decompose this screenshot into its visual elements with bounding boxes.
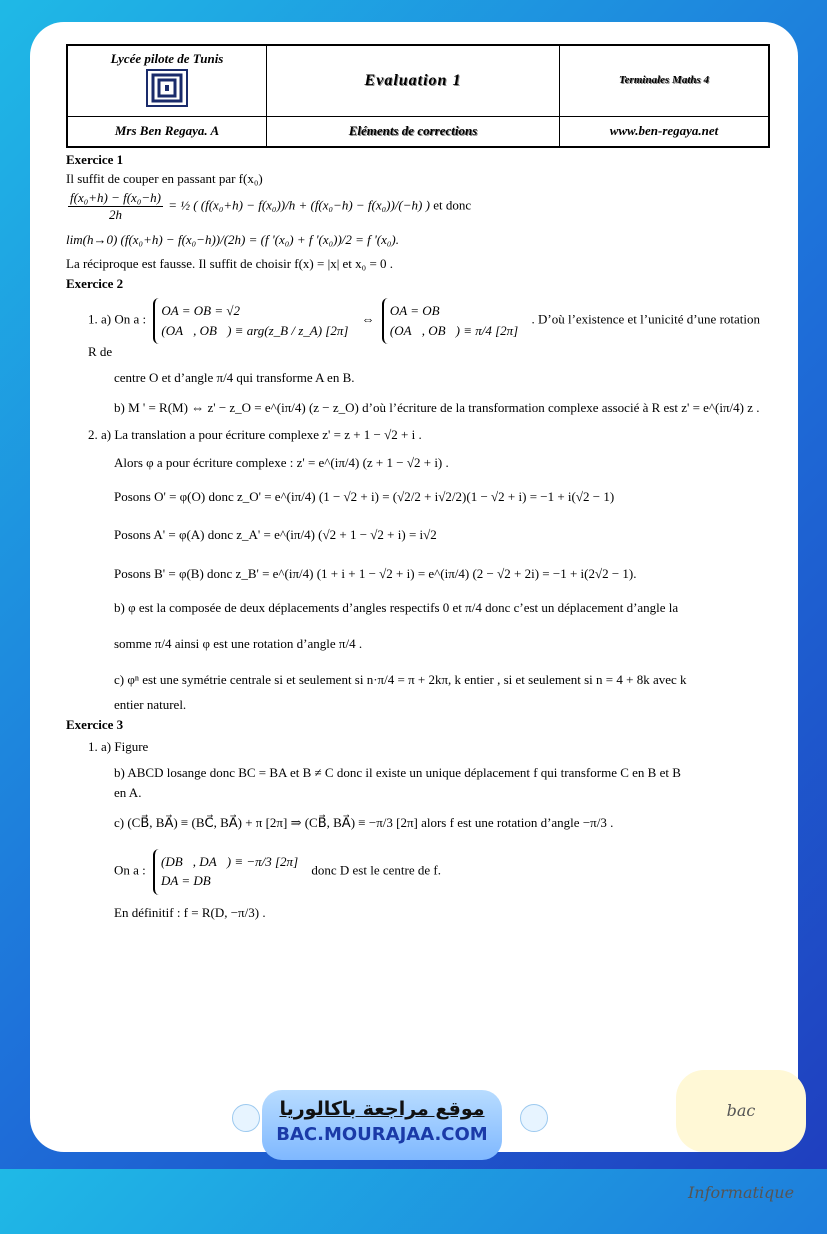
document-content	[66, 44, 770, 924]
ex2-system-2	[382, 298, 524, 344]
subtitle-cell	[267, 117, 560, 147]
ex2-q1a-pre: 1. a) On a :	[88, 311, 147, 327]
bac-informatique-badge: bac Informatique	[676, 1070, 806, 1152]
ex2-q2c-cont: entier naturel.	[114, 696, 187, 712]
exercise-1-heading: Exercice 1	[66, 151, 124, 167]
ex1-line-1: Il suffit de couper en passant par f(x₀)	[66, 170, 263, 186]
left-book-icon	[232, 1104, 260, 1132]
right-book-icon	[520, 1104, 548, 1132]
ex2-q2a-alors: Alors φ a pour écriture complexe : z' = e^(iπ/4) (z + 1 − √2 + i) .	[114, 454, 449, 470]
ex2-q1a	[88, 298, 770, 360]
ex3-system-line-1: (DB⃗, DA⃗) ≡ −π/3 [2π]	[161, 854, 299, 869]
ex3-q1b: b) ABCD losange donc BC = BA et B ≠ C donc il existe un unique déplacement f qui transforme C en B et B	[114, 765, 681, 781]
ex2-q1a-cont: centre O et d’angle π/4 qui transforme A en B.	[114, 370, 355, 385]
footer-arabic-text: موقع مراجعة باكالوريا	[279, 1098, 485, 1120]
ex2-q2a: 2. a) La translation a pour écriture complexe z' = z + 1 − √2 + i .	[88, 426, 422, 442]
ex1-fraction-num: f(x₀+h) − f(x₀−h)	[68, 190, 163, 207]
teacher-cell	[67, 117, 267, 147]
ex2-q2-B-prime: Posons B' = φ(B) donc z_B' = e^(iπ/4) (1 + i + 1 − √2 + i) = e^(iπ/4) (2 − √2 + 2i) = −1 + i(2√2 − 1).	[114, 565, 637, 581]
exercise-3-heading: Exercice 3	[66, 716, 124, 732]
class-label: Terminales Maths 4	[618, 74, 710, 87]
website-cell	[560, 117, 770, 147]
class-cell	[560, 45, 770, 117]
ex2-q2b-cont: somme π/4 ainsi φ est une rotation d’angle π/4 .	[114, 636, 363, 651]
ex2-system-2-line-1: OA = OB	[389, 303, 440, 319]
website-link[interactable]: www.ben-regaya.net	[609, 123, 719, 139]
ex2-q2b: b) φ est la composée de deux déplacements d’angles respectifs 0 et π/4 donc c’est un déplacement d’angle la	[114, 599, 679, 615]
document-page	[30, 22, 798, 1152]
school-logo-icon	[146, 69, 188, 107]
school-name: Lycée pilote de Tunis	[110, 50, 224, 66]
ex2-q1a-post: . D’où l’existence et l’unicité d’une rotation R de	[88, 311, 761, 359]
ex3-system	[153, 849, 304, 895]
ex1-line-2	[66, 190, 770, 224]
ex3-q1a: 1. a) Figure	[88, 739, 149, 754]
teacher-name: Mrs Ben Regaya. A	[114, 123, 220, 139]
title-cell	[267, 45, 560, 117]
ex2-system-2-line-2: (OA⃗, OB⃗) ≡ π/4 [2π]	[389, 322, 519, 338]
ex3-conclusion: En définitif : f = R(D, −π/3) .	[114, 904, 266, 920]
ex2-system-1	[153, 298, 354, 344]
ex2-system-1-line-1: OA = OB = √2	[161, 303, 240, 319]
ex2-q2-O-prime: Posons O' = φ(O) donc z_O' = e^(iπ/4) (1 − √2 + i) = (√2/2 + i√2/2)(1 − √2 + i) = −1 + i(√2 − 1)	[114, 489, 615, 504]
document-subtitle: Eléments de corrections	[348, 123, 478, 139]
ex1-fraction-den: 2h	[108, 207, 122, 223]
ex2-q2c: c) φⁿ est une symétrie centrale si et seulement si n·π/4 = π + 2kπ, k entier , si et seulement si n = 4 + 8k avec k	[114, 672, 687, 688]
ex3-q1d	[114, 849, 770, 895]
ex3-q1c: c) (CB⃗, BA⃗) ≡ (BC⃗, BA⃗) + π [2π] ⇒ (CB⃗, BA⃗) ≡ −π/3 [2π] alors f est une rotation d’angle −π/3 .	[114, 814, 614, 830]
ex3-system-line-2: DA = DB	[161, 873, 211, 889]
header-table	[66, 44, 770, 148]
ex3-q1b-cont: en A.	[114, 784, 142, 800]
ex1-and-so: et donc	[433, 197, 472, 213]
footer-site-link[interactable]: BAC.MOURAJAA.COM	[276, 1124, 488, 1145]
ex3-q1d-post: donc D est le centre de f.	[311, 862, 441, 878]
ex1-line-4: La réciproque est fausse. Il suffit de choisir f(x) = |x| et x₀ = 0 .	[66, 255, 394, 271]
evaluation-title: Evaluation 1	[364, 72, 462, 89]
school-cell	[67, 45, 267, 117]
ex2-q2-A-prime: Posons A' = φ(A) donc z_A' = e^(iπ/4) (√2 + 1 − √2 + i) = i√2	[114, 527, 437, 543]
ex1-line-3: lim(h→0) (f(x₀+h) − f(x₀−h))/(2h) = (f '(x₀) + f '(x₀))/2 = f '(x₀).	[66, 231, 399, 247]
exercise-2-heading: Exercice 2	[66, 276, 124, 291]
ex1-fraction	[68, 190, 163, 224]
ex2-equivalence: ⇔	[361, 311, 375, 327]
ex2-q1b: b) M ' = R(M) ⇔ z' − z_O = e^(iπ/4) (z − z_O) d’où l’écriture de la transformation complexe associé à R est z' = e^(iπ/4) z .	[114, 400, 760, 416]
ex3-q1d-pre: On a :	[114, 862, 146, 878]
footer-banner[interactable]	[262, 1090, 502, 1160]
ex2-system-1-line-2: (OA⃗, OB⃗) ≡ arg(z_B / z_A) [2π]	[161, 322, 349, 338]
ex1-expansion: = ½ ( (f(x₀+h) − f(x₀))/h + (f(x₀−h) − f(x₀))/(−h) )	[168, 197, 430, 213]
